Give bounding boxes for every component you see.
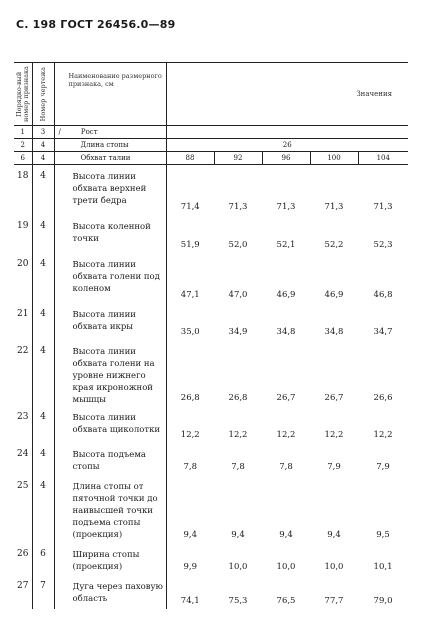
table-row: 23 4 Высота линии обхвата щиколотки 12,2 12,2 12,2 12,2 12,2 [14,406,408,443]
table-head [14,63,408,126]
head-col-name: Наименование размерного признака, см [54,63,166,126]
table-row: 19 4 Высота коленной точки 51,9 52,0 52,1 52,2 52,3 [14,215,408,253]
row-waist: 6 4 Обхват талии 88 92 96 100 104 [14,152,408,165]
table-row: 25 4 Длина стопы от пяточной точки до наивысшей точки подъема стопы (проекция) 9,4 9,4 9,4 9,4 9,5 [14,475,408,543]
head-col-number: Порядко-вый номер признака [14,63,32,126]
row-numbers: 1 3 / Рост [14,126,408,139]
head-col-drawing: Номер чертежа [32,63,54,126]
table-row: 18 4 Высота линии обхвата верхней трети бедра 71,4 71,3 71,3 71,3 71,3 [14,165,408,215]
table-row: 20 4 Высота линии обхвата голени под коленом 47,1 47,0 46,9 46,9 46,8 [14,253,408,303]
table-row: 26 6 Ширина стопы (проекция) 9,9 10,0 10,0 10,0 10,1 [14,543,408,575]
table-row: 21 4 Высота линии обхвата икры 35,0 34,9 34,8 34,8 34,7 [14,303,408,340]
table-row: 22 4 Высота линии обхвата голени на уровне нижнего края икроножной мышцы 26,8 26,8 26,7 26,7 26,6 [14,340,408,406]
data-table [14,62,408,609]
table-row: 27 7 Дуга через паховую область 74,1 75,3 76,5 77,7 79,0 [14,575,408,609]
row-foot-length: 2 4 Длина стопы 26 [14,139,408,152]
head-col-values: Значения [166,63,408,126]
page-header: С. 198 ГОСТ 26456.0—89 [16,18,176,31]
table-row: 24 4 Высота подъема стопы 7,8 7,8 7,8 7,9 7,9 [14,443,408,475]
